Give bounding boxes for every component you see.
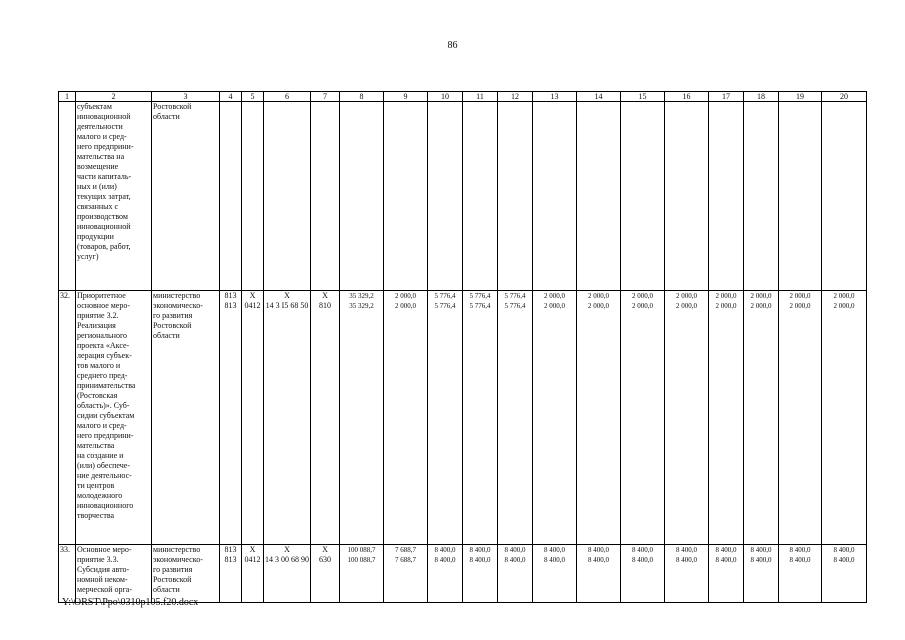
value-line: 8 400,0	[632, 556, 653, 564]
value-line: 2 000,0	[789, 302, 811, 310]
column-header: 10	[428, 92, 463, 102]
value-line: X	[322, 545, 328, 554]
value-cell	[264, 545, 311, 603]
executor-cell: министерство экономическо- го развития Ростовской области	[152, 291, 220, 545]
value-line: 2 000,0	[588, 292, 609, 300]
column-header: 12	[498, 92, 533, 102]
column-header: 6	[264, 92, 311, 102]
value-line: 8 400,0	[469, 556, 491, 564]
value-line: 2 000,0	[715, 292, 737, 300]
value-cell	[577, 291, 621, 545]
value-line: 8 400,0	[715, 556, 737, 564]
value-cell	[533, 545, 577, 603]
value-line: 7 688,7	[395, 546, 416, 554]
column-header: 1	[59, 92, 76, 102]
value-line: 8 400,0	[588, 546, 609, 554]
value-line: 35 329,2	[349, 302, 374, 310]
column-header: 17	[709, 92, 744, 102]
value-line: 8 400,0	[632, 546, 653, 554]
value-cell	[463, 291, 498, 545]
value-line: 14 3 00 68 90	[265, 555, 309, 564]
column-header: 3	[152, 92, 220, 102]
value-cell	[744, 545, 779, 603]
table-row	[59, 291, 867, 545]
value-line: 2 000,0	[676, 292, 697, 300]
column-header: 20	[822, 92, 867, 102]
column-header: 9	[384, 92, 428, 102]
value-line: 2 000,0	[395, 302, 416, 310]
value-line: X	[284, 291, 290, 300]
value-line: 8 400,0	[504, 546, 526, 554]
value-cell	[709, 545, 744, 603]
value-line: 5 776,4	[504, 292, 526, 300]
value-line: X	[284, 545, 290, 554]
page-number: 86	[447, 40, 458, 51]
value-line: 8 400,0	[676, 546, 697, 554]
value-line: 2 000,0	[544, 302, 565, 310]
value-cell	[220, 291, 242, 545]
column-header: 13	[533, 92, 577, 102]
value-line: 813	[224, 545, 237, 554]
value-line: 8 400,0	[588, 556, 609, 564]
value-line: X	[322, 291, 328, 300]
value-line: 5 776,4	[504, 302, 526, 310]
value-cell	[428, 291, 463, 545]
value-cell	[779, 545, 822, 603]
value-line: 5 776,4	[469, 292, 491, 300]
column-header: 16	[665, 92, 709, 102]
column-header: 7	[311, 92, 340, 102]
value-line: X	[249, 291, 256, 300]
value-cell	[340, 545, 384, 603]
measure-name-cell: Приоритетное основное меро- приятие 3.2. Реализация регионального проекта «Аксе- лерация субъек- тов малого и среднего пред- принимательства (Ростовская область)». Суб- сидии субъектам малого и сред- него предприни- мательства на создание и (или) обеспече- ние деятельнос- ти центров молодежного инновационного творчества	[76, 291, 152, 545]
value-line: 8 400,0	[833, 546, 855, 554]
column-header: 14	[577, 92, 621, 102]
value-line: 5 776,4	[434, 292, 456, 300]
value-cell	[498, 291, 533, 545]
executor-cell: Ростовской области	[152, 102, 220, 291]
value-line: 2 000,0	[395, 292, 416, 300]
value-line: 810	[319, 301, 331, 310]
value-cell	[311, 291, 340, 545]
column-header: 15	[621, 92, 665, 102]
value-line: 8 400,0	[789, 546, 811, 554]
value-cell	[264, 291, 311, 545]
row-number-cell: 32.	[59, 291, 76, 545]
value-cell	[340, 291, 384, 545]
value-cell	[621, 291, 665, 545]
budget-table	[58, 91, 867, 603]
value-cell	[463, 545, 498, 603]
value-line: 8 400,0	[434, 546, 456, 554]
value-cell	[384, 291, 428, 545]
value-line: 8 400,0	[434, 556, 456, 564]
value-line: 0412	[244, 555, 261, 564]
table-row	[59, 102, 867, 291]
value-line: 5 776,4	[434, 302, 456, 310]
column-header: 2	[76, 92, 152, 102]
value-line: X	[249, 545, 256, 554]
value-cell	[577, 545, 621, 603]
value-line: 5 776,4	[469, 302, 491, 310]
value-line: 813	[224, 301, 237, 310]
value-cell	[428, 545, 463, 603]
value-cell	[822, 545, 867, 603]
value-line: 8 400,0	[676, 556, 697, 564]
value-cell	[220, 545, 242, 603]
table-header-row	[59, 92, 867, 102]
value-line: 35 329,2	[349, 292, 374, 300]
column-header: 19	[779, 92, 822, 102]
value-line: 8 400,0	[504, 556, 526, 564]
column-header: 11	[463, 92, 498, 102]
value-line: 7 688,7	[395, 556, 416, 564]
measure-name-cell: Основное меро- приятие 3.3. Субсидия авто- номной неком- мерческой орга-	[76, 545, 152, 603]
value-cell	[242, 545, 264, 603]
value-cell	[498, 545, 533, 603]
value-line: 8 400,0	[544, 546, 565, 554]
value-line: 8 400,0	[750, 556, 772, 564]
value-cell	[709, 291, 744, 545]
value-line: 2 000,0	[632, 302, 653, 310]
value-line: 14 3 I5 68 50	[265, 301, 309, 310]
value-line: 2 000,0	[544, 292, 565, 300]
value-line: 8 400,0	[544, 556, 565, 564]
file-path-footer: Y:\ORST\Ppo\0310p105.f20.docx	[62, 597, 199, 608]
value-cell	[621, 545, 665, 603]
row-number-cell: 33.	[59, 545, 76, 603]
value-line: 2 000,0	[588, 302, 609, 310]
value-line: 2 000,0	[632, 292, 653, 300]
value-line: 100 088,7	[347, 546, 376, 554]
value-cell	[665, 545, 709, 603]
value-cell	[744, 291, 779, 545]
value-line: 100 088,7	[347, 556, 376, 564]
value-cell	[779, 291, 822, 545]
value-line: 0412	[244, 301, 261, 310]
value-cell	[242, 291, 264, 545]
column-header: 18	[744, 92, 779, 102]
value-cell	[533, 291, 577, 545]
column-header: 5	[242, 92, 264, 102]
value-cell	[384, 545, 428, 603]
executor-cell: министерство экономическо- го развития Ростовской области	[152, 545, 220, 603]
value-line: 8 400,0	[750, 546, 772, 554]
table-row	[59, 545, 867, 603]
value-line: 2 000,0	[750, 302, 772, 310]
measure-name-cell: субъектам инновационной деятельности малого и сред- него предприни- мательства на возмещение части капиталь- ных и (или) текущих затрат, связанных с производством инновационной продукции (товаров, работ, услуг)	[76, 102, 152, 291]
row-number-cell	[59, 102, 76, 291]
value-line: 2 000,0	[789, 292, 811, 300]
value-line: 8 400,0	[833, 556, 855, 564]
value-line: 8 400,0	[469, 546, 491, 554]
value-cell	[311, 545, 340, 603]
value-line: 2 000,0	[750, 292, 772, 300]
column-header: 4	[220, 92, 242, 102]
value-cell	[822, 291, 867, 545]
value-line: 2 000,0	[676, 302, 697, 310]
value-line: 2 000,0	[833, 292, 855, 300]
value-line: 8 400,0	[715, 546, 737, 554]
value-cell	[665, 291, 709, 545]
value-line: 2 000,0	[833, 302, 855, 310]
value-line: 8 400,0	[789, 556, 811, 564]
value-line: 630	[319, 555, 331, 564]
value-line: 813	[224, 291, 237, 300]
column-header: 8	[340, 92, 384, 102]
value-line: 2 000,0	[715, 302, 737, 310]
value-line: 813	[224, 555, 237, 564]
